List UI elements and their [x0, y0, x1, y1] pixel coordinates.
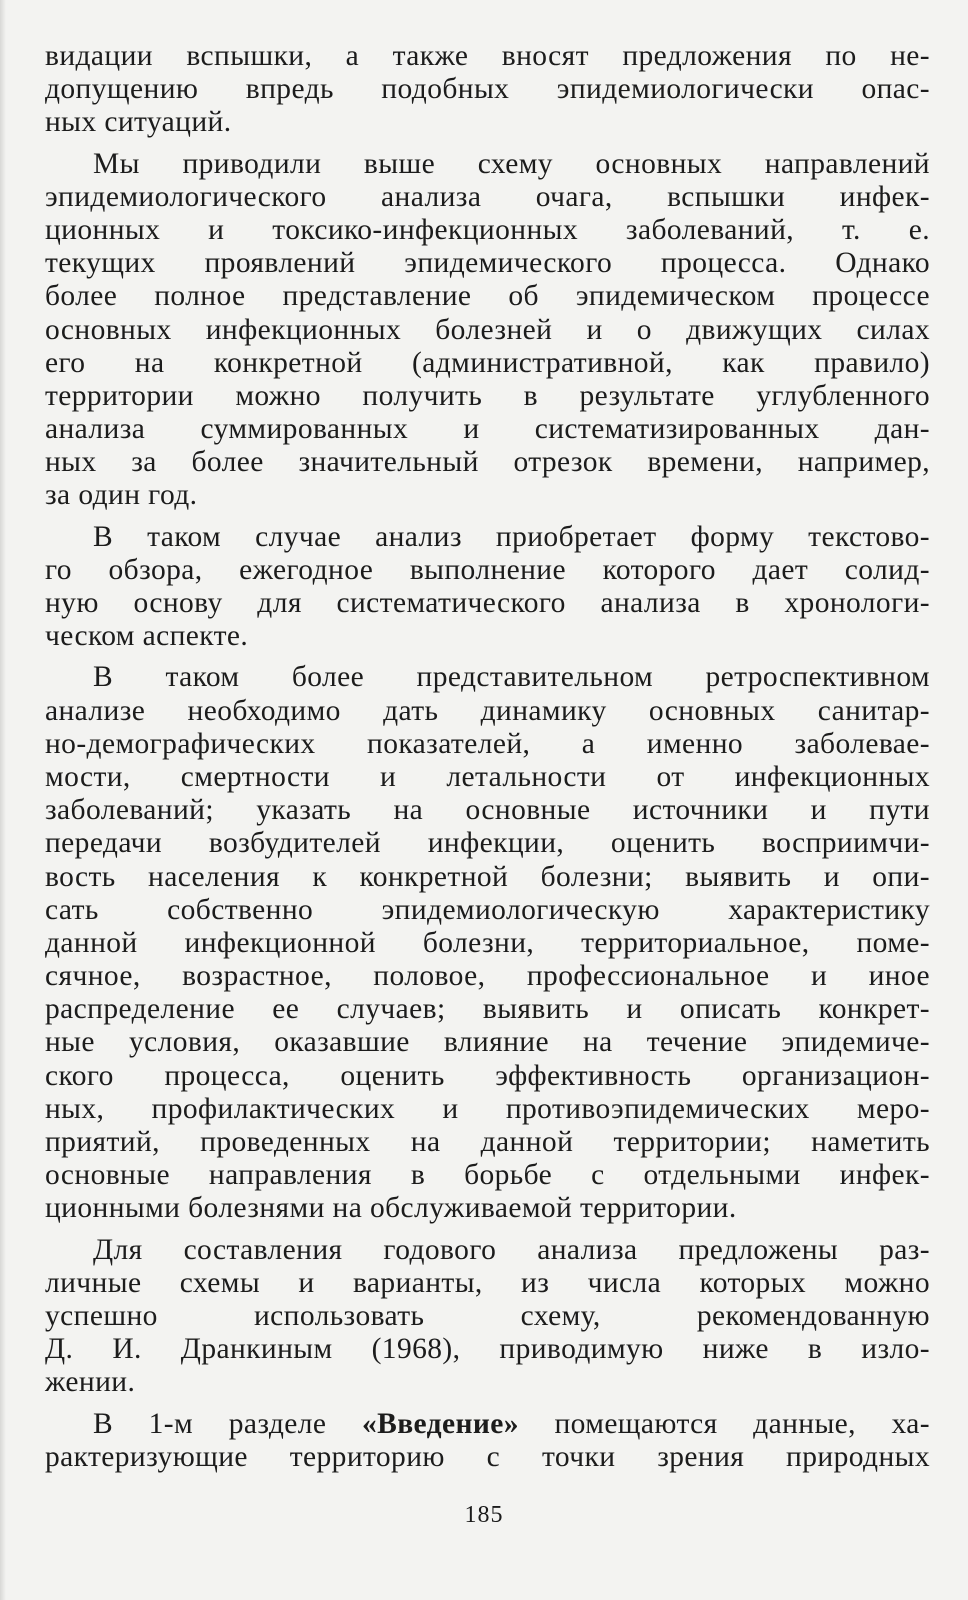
text-line: В таком более представительном ретроспективном — [93, 661, 930, 694]
text-line: более полное представление об эпидемическом процессе — [45, 280, 930, 313]
text-line: ных за более значительный отрезок времени, например, — [45, 446, 930, 479]
text-line: успешно использовать схему, рекомендованную — [45, 1299, 930, 1332]
text-line: ческом аспекте. — [45, 620, 249, 653]
text-line: Мы приводили выше схему основных направлений — [93, 147, 930, 180]
paragraph-4 — [45, 661, 930, 1225]
paragraph-2 — [45, 148, 930, 513]
paragraph-3 — [45, 521, 930, 654]
text-line: вость населения к конкретной болезни; выявить и опи- — [45, 860, 930, 893]
text-line: сать собственно эпидемиологическую характеристику — [45, 893, 930, 926]
text-line: ных, профилактических и противоэпидемических меро- — [45, 1092, 930, 1125]
text-line: рактеризующие территорию с точки зрения природных — [45, 1440, 930, 1473]
section-title-introduction: «Введение» — [361, 1407, 519, 1440]
text-line: ную основу для систематического анализа в хронологи- — [45, 587, 930, 619]
text-line: анализа суммированных и систематизированных дан- — [45, 413, 930, 446]
text-line: передачи возбудителей инфекции, оценить восприимчи- — [45, 827, 930, 860]
text-line: эпидемиологического анализа очага, вспышки инфек- — [45, 180, 930, 213]
book-page-text — [45, 40, 930, 1482]
page-left-edge-shadow — [0, 0, 6, 1600]
text-line: данной инфекционной болезни, территориальное, поме- — [45, 926, 930, 959]
text-line: ского процесса, оценить эффективность организацион- — [45, 1059, 930, 1092]
text-line: за один год. — [45, 479, 198, 512]
paragraph-5 — [45, 1234, 930, 1400]
text-line: территории можно получить в результате углубленного — [45, 379, 930, 412]
text-line: распределение ее случаев; выявить и описать конкрет- — [45, 993, 930, 1026]
text-line: ные условия, оказавшие влияние на течение эпидемиче- — [45, 1026, 930, 1059]
text-line: допущению впредь подобных эпидемиологически опас- — [45, 73, 930, 106]
text-line: ных ситуаций. — [45, 106, 232, 139]
text-line: основные направления в борьбе с отдельными инфек- — [45, 1159, 930, 1192]
text-line: мости, смертности и летальности от инфекционных — [45, 760, 930, 793]
paragraph-1 — [45, 40, 930, 140]
text-line: ционных и токсико-инфекционных заболеваний, т. е. — [45, 213, 930, 246]
text-fragment: В 1-м разделе — [93, 1407, 362, 1440]
text-line: видации вспышки, а также вносят предложения по не- — [45, 40, 930, 72]
text-line: его на конкретной (административной, как правило) — [45, 346, 930, 379]
text-line — [45, 1408, 930, 1441]
text-line: В таком случае анализ приобретает форму текстово- — [93, 520, 930, 553]
page-number: 185 — [464, 1502, 504, 1528]
text-line: заболеваний; указать на основные источники и пути — [45, 794, 930, 827]
paragraph-6 — [45, 1408, 930, 1474]
text-line: жении. — [45, 1366, 136, 1399]
text-line: Д. И. Дранкиным (1968), приводимую ниже в изло- — [45, 1333, 930, 1366]
text-fragment: помещаются данные, ха- — [518, 1407, 930, 1440]
text-line: текущих проявлений эпидемического процесса. Однако — [45, 247, 930, 280]
text-line: но-демографических показателей, а именно заболевае- — [45, 727, 930, 760]
text-line: анализе необходимо дать динамику основных санитар- — [45, 694, 930, 727]
text-line: сячное, возрастное, половое, профессиональное и иное — [45, 960, 930, 993]
text-line: основных инфекционных болезней и о движущих силах — [45, 313, 930, 346]
text-line: го обзора, ежегодное выполнение которого дает солид- — [45, 553, 930, 586]
text-line: ционными болезнями на обслуживаемой территории. — [45, 1192, 737, 1225]
text-line: Для составления годового анализа предложены раз- — [93, 1233, 930, 1266]
text-line: приятий, проведенных на данной территории; наметить — [45, 1126, 930, 1158]
text-line: личные схемы и варианты, из числа которых можно — [45, 1266, 930, 1299]
